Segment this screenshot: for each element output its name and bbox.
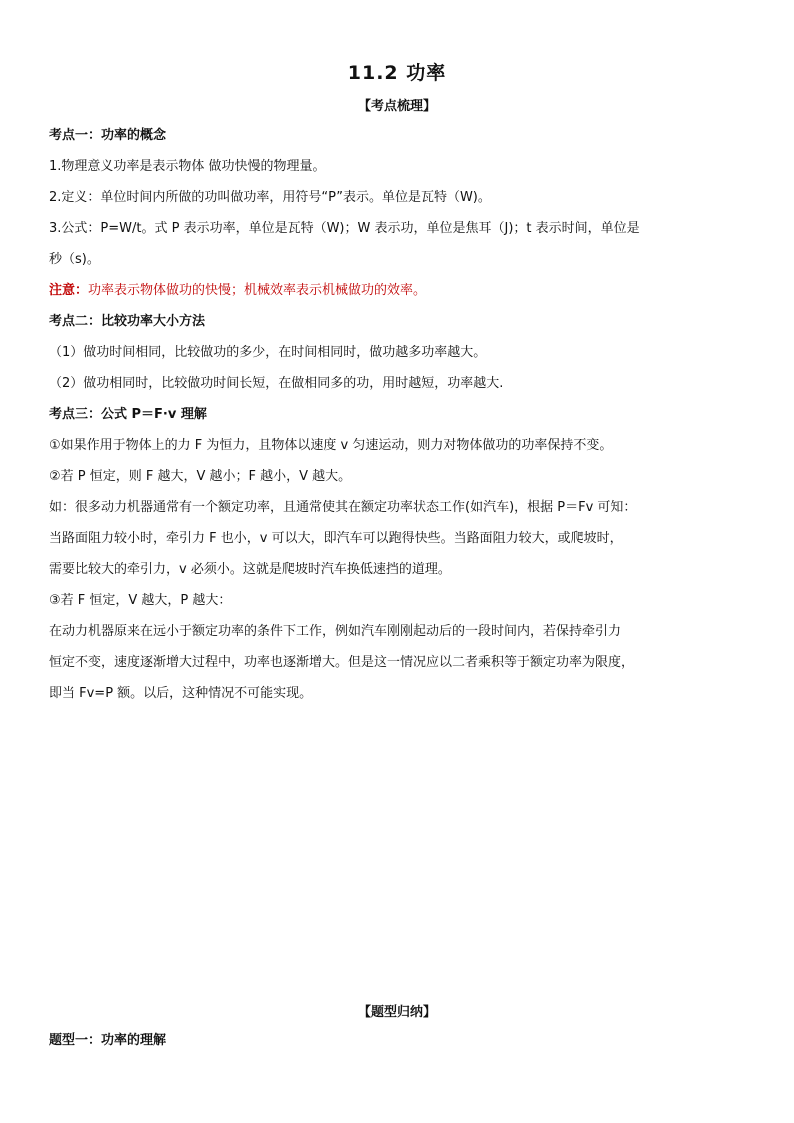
t1-heading: 题型一：功率的理解 (49, 1033, 167, 1048)
question-types-block (49, 1025, 749, 1056)
k1-line-3a: 3.公式：P=W/t。式 P 表示功率，单位是瓦特（W)；W 表示功，单位是焦耳（J)；t 表示时间，单位是 (49, 221, 640, 236)
k2-line-2: （2）做功相同时，比较做功时间长短，在做相同多的功，用时越短，功率越大. (49, 376, 504, 391)
k3-line-5: 需要比较大的牵引力，v 必须小。这就是爬坡时汽车换低速挡的道理。 (49, 562, 451, 577)
k3-heading: 考点三：公式 P＝F·v 理解 (49, 407, 207, 422)
k1-line-3b: 秒（s)。 (49, 252, 100, 267)
section-heading-key-points: 【考点梳理】 (357, 99, 436, 114)
k3-line-3: 如：很多动力机器通常有一个额定功率，且通常使其在额定功率状态工作(如汽车)，根据 P＝Fv 可知： (49, 500, 637, 515)
k1-note (49, 275, 749, 306)
k3-line-1: ①如果作用于物体上的力 F 为恒力，且物体以速度 v 匀速运动，则力对物体做功的功率保持不变。 (49, 438, 613, 453)
k3-line-7: 在动力机器原来在远小于额定功率的条件下工作，例如汽车刚刚起动后的一段时间内，若保持牵引力 (49, 624, 622, 639)
k3-line-6: ③若 F 恒定，V 越大，P 越大： (49, 593, 232, 608)
k3-line-4: 当路面阻力较小时，牵引力 F 也小，v 可以大，即汽车可以跑得快些。当路面阻力较大，或爬坡时， (49, 531, 623, 546)
k3-line-2: ②若 P 恒定，则 F 越大，V 越小；F 越小，V 越大。 (49, 469, 352, 484)
key-points-block (49, 120, 749, 709)
note-text: 功率表示物体做功的快慢；机械效率表示机械做功的效率。 (88, 283, 427, 298)
k1-line-1: 1.物理意义功率是表示物体 做功快慢的物理量。 (49, 159, 326, 174)
note-label: 注意： (49, 283, 89, 298)
k1-heading: 考点一：功率的概念 (49, 128, 167, 143)
k3-line-8: 恒定不变，速度逐渐增大过程中，功率也逐渐增大。但是这一情况应以二者乘积等于额定功率为限度， (49, 655, 635, 670)
k3-line-9: 即当 Fv=P 额。以后，这种情况不可能实现。 (49, 686, 313, 701)
page-title: 11.2 功率 (347, 62, 447, 84)
k2-heading: 考点二：比较功率大小方法 (49, 314, 206, 329)
k1-line-2: 2.定义：单位时间内所做的功叫做功率，用符号“P”表示。单位是瓦特（W)。 (49, 190, 491, 205)
section-heading-question-types: 【题型归纳】 (357, 1005, 436, 1020)
k2-line-1: （1）做功时间相同，比较做功的多少，在时间相同时，做功越多功率越大。 (49, 345, 487, 360)
